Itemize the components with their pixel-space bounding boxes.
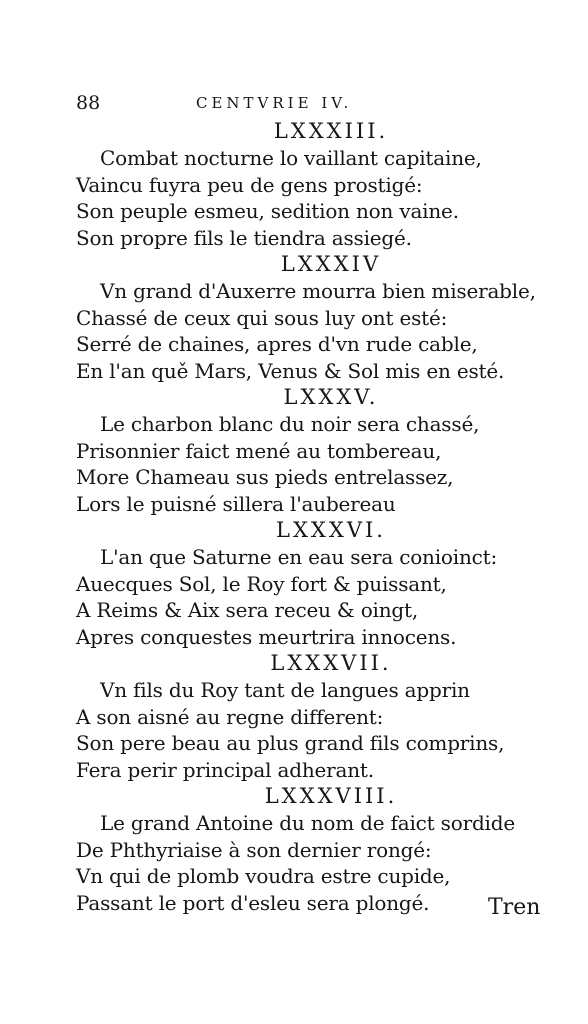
quatrain-number: LXXXVII.	[270, 651, 392, 675]
quatrain	[76, 517, 546, 650]
verse-line: Apres conquestes meurtrira innocens.	[76, 624, 457, 649]
verse-line: A son aisné au regne different:	[76, 704, 384, 729]
verse-line: Serré de chaines, apres d'vn rude cable,	[76, 332, 478, 356]
verse-line: Lors le puisné sillera l'aubereau	[76, 491, 396, 516]
verse-line: Le charbon blanc du noir sera chassé,	[100, 412, 480, 436]
verse-line: Son propre fils le tiendra assiegé.	[76, 225, 412, 250]
verse-line: L'an que Saturne en eau sera conioinct:	[100, 545, 498, 569]
verse-line: Vn qui de plomb voudra estre cupide,	[76, 864, 451, 888]
quatrain-number: LXXXVIII.	[264, 784, 398, 808]
verse-line: Le grand Antoine du nom de faict sordide	[100, 811, 515, 835]
quatrain	[76, 783, 546, 916]
quatrain	[76, 251, 546, 384]
quatrain-number: LXXXV.	[283, 385, 379, 409]
verse-line: A Reims & Aix sera receu & oingt,	[76, 598, 419, 622]
quatrain-number: LXXXVI.	[276, 518, 386, 542]
verse-line: More Chameau sus pieds entrelassez,	[76, 465, 454, 489]
verse-line: Passant le port d'esleu sera plongé.	[76, 890, 430, 915]
verse-line: Prisonnier faict mené au tombereau,	[76, 438, 442, 463]
verse-line: Vaincu fuyra peu de gens prostigé:	[76, 172, 423, 197]
verse-line: Son pere beau au plus grand fils comprins,	[76, 731, 505, 755]
running-head: CENTVRIE IV.	[196, 94, 353, 112]
verse-line: Auecques Sol, le Roy fort & puissant,	[76, 571, 447, 596]
verse-line: Vn grand d'Auxerre mourra bien miserable,	[100, 279, 536, 303]
verse-line: Son peuple esmeu, sedition non vaine.	[76, 199, 459, 223]
verse-line: Vn fils du Roy tant de langues apprin	[100, 678, 470, 702]
verse-line: Fera perir principal adherant.	[76, 757, 374, 782]
page-number: 88	[76, 92, 101, 114]
quatrain-number: LXXXIV	[280, 252, 382, 276]
quatrain-list	[76, 118, 546, 916]
verse-line: De Phthyriaise à son dernier rongé:	[76, 837, 432, 862]
catchword: Tren	[488, 895, 541, 920]
quatrain	[76, 384, 546, 517]
verse-line: Chassé de ceux qui sous luy ont esté:	[76, 305, 448, 330]
page-header	[76, 92, 536, 116]
quatrain	[76, 650, 546, 783]
verse-line: En l'an quě Mars, Venus & Sol mis en esté.	[76, 358, 505, 383]
verse-line: Combat nocturne lo vaillant capitaine,	[100, 146, 482, 170]
quatrain-number: LXXXIII.	[273, 119, 389, 143]
quatrain	[76, 118, 546, 251]
